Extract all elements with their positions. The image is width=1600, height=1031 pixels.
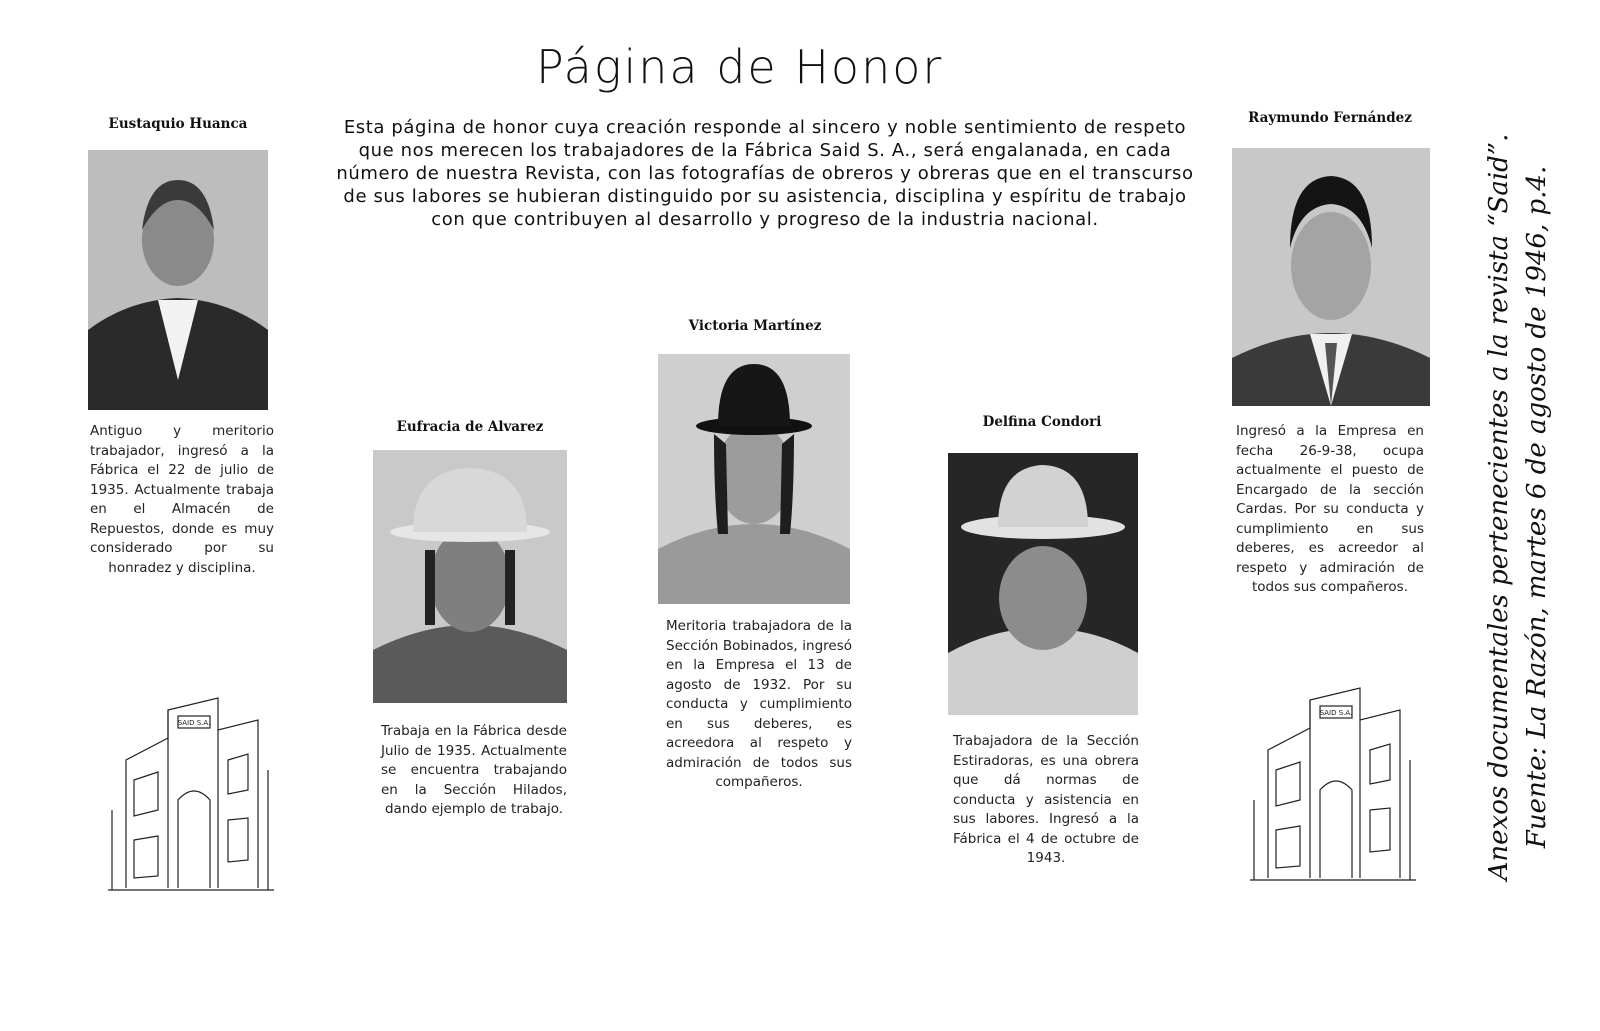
worker-name: Delfina Condori	[982, 414, 1102, 430]
worker-caption: Ingresó a la Empresa en fecha 26-9-38, ocupa actualmente el puesto de Encargado de la sección Cardas. Por su conducta y cumplimiento en sus deberes, es acreedor al respeto y admiración de todos sus compañeros.	[1236, 423, 1424, 595]
worker-photo-woman-hat	[948, 453, 1138, 715]
worker-photo-woman-hat	[373, 450, 567, 703]
intro-paragraph: Esta página de honor cuya creación responde al sincero y noble sentimiento de respeto que nos merecen los trabajadores de la Fábrica Said S. A., será engalanada, en cada número de nuestra Revista, con las fotografías de obreros y obreras que en el transcurso de sus labores se hubieran distinguido por su asistencia, disciplina y espíritu de trabajo con que contribuyen al desarrollo y progreso de la industria nacional.	[336, 117, 1194, 230]
worker-photo-man	[1232, 148, 1430, 406]
source-note-line-1: Anexos documentales pertenecientes a la revista “Said”.	[1484, 133, 1514, 881]
factory-sketch	[108, 690, 274, 896]
worker-photo-woman-hat	[658, 354, 850, 604]
page-title: Página de Honor	[536, 40, 944, 94]
source-note-line-2: Fuente: La Razón, martes 6 de agosto de 1946, p.4.	[1522, 165, 1552, 849]
worker-name: Raymundo Fernández	[1248, 110, 1412, 126]
worker-caption: Meritoria trabajadora de la Sección Bobinados, ingresó en la Empresa el 13 de agosto de 1932. Por su conducta y cumplimiento en sus deberes, es acreedora al respeto y admiración de todos sus compañeros.	[666, 618, 852, 790]
worker-photo-man	[88, 150, 268, 410]
worker-name: Victoria Martínez	[688, 318, 822, 334]
worker-name: Eufracia de Alvarez	[396, 419, 544, 435]
worker-caption: Trabajadora de la Sección Estiradoras, es una obrera que dá normas de conducta y asistencia en sus labores. Ingresó a la Fábrica el 4 de octubre de 1943.	[953, 733, 1139, 866]
worker-caption: Trabaja en la Fábrica desde Julio de 1935. Actualmente se encuentra trabajando en la Sección Hilados, dando ejemplo de trabajo.	[381, 723, 567, 817]
sketch-sign: SAID S.A.	[177, 719, 211, 727]
factory-sketch	[1250, 680, 1416, 886]
source-note	[1470, 92, 1566, 922]
sketch-sign: SAID S.A.	[1319, 709, 1353, 717]
worker-caption: Antiguo y meritorio trabajador, ingresó a la Fábrica el 22 de julio de 1935. Actualmente trabaja en el Almacén de Repuestos, donde es muy considerado por su honradez y disciplina.	[90, 423, 274, 576]
worker-name: Eustaquio Huanca	[108, 116, 248, 132]
